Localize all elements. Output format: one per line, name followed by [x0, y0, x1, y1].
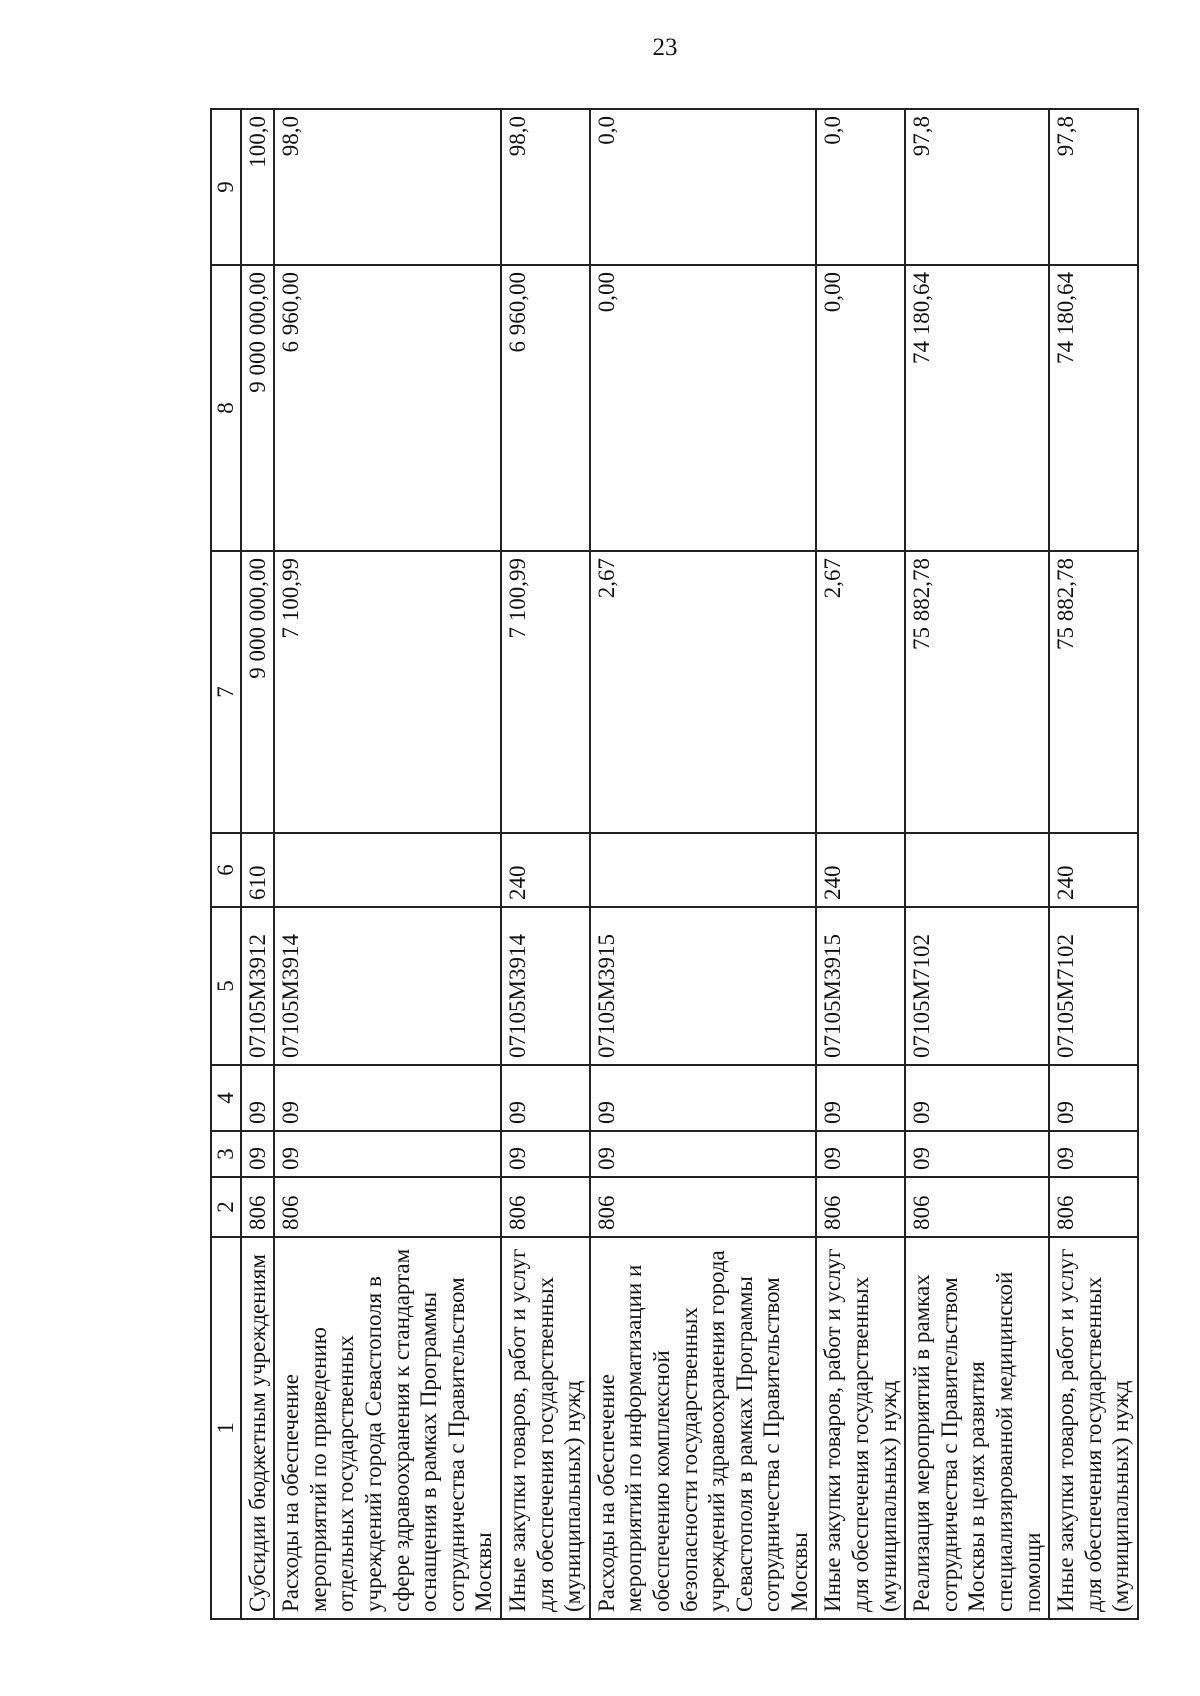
- cell-expense-type: 240: [1049, 833, 1138, 907]
- column-header: 2: [211, 1177, 241, 1237]
- cell-expense-type: [590, 833, 817, 907]
- table-header-row: [211, 109, 241, 1619]
- cell-target-article: 07105М3914: [274, 907, 501, 1065]
- column-header: 3: [211, 1131, 241, 1177]
- cell-code: 806: [905, 1177, 1049, 1237]
- cell-executed: 6 960,00: [274, 265, 501, 551]
- column-header: 1: [211, 1237, 241, 1619]
- cell-expense-type: 240: [816, 833, 905, 907]
- column-header: 5: [211, 907, 241, 1065]
- row-name: Расходы на обеспечение мероприятий по информатизации и обеспечению комплексной безопасности государственных учреждений здравоохранения города Севастополя в рамках Программы сотрудничества с Правительством Москвы: [590, 1237, 817, 1619]
- cell-subsection: 09: [501, 1065, 590, 1131]
- cell-target-article: 07105М7102: [1049, 907, 1138, 1065]
- cell-planned: 2,67: [590, 551, 817, 833]
- cell-target-article: 07105М3914: [501, 907, 590, 1065]
- cell-subsection: 09: [241, 1065, 275, 1131]
- budget-table: [210, 108, 1139, 1620]
- cell-section: 09: [1049, 1131, 1138, 1177]
- cell-executed: 0,00: [590, 265, 817, 551]
- cell-expense-type: [905, 833, 1049, 907]
- cell-expense-type: [274, 833, 501, 907]
- cell-section: 09: [241, 1131, 275, 1177]
- table-row: [241, 109, 275, 1619]
- cell-target-article: 07105М3915: [590, 907, 817, 1065]
- cell-section: 09: [274, 1131, 501, 1177]
- table-row: [816, 109, 905, 1619]
- column-header: 4: [211, 1065, 241, 1131]
- cell-expense-type: 610: [241, 833, 275, 907]
- cell-percent: 0,0: [590, 109, 817, 265]
- page-number: 23: [652, 34, 678, 61]
- cell-subsection: 09: [905, 1065, 1049, 1131]
- column-header: 7: [211, 551, 241, 833]
- cell-subsection: 09: [590, 1065, 817, 1131]
- cell-percent: 98,0: [274, 109, 501, 265]
- table-row: [274, 109, 501, 1619]
- cell-section: 09: [816, 1131, 905, 1177]
- row-name: Иные закупки товаров, работ и услуг для обеспечения государственных (муниципальных) нужд: [1049, 1237, 1138, 1619]
- cell-code: 806: [816, 1177, 905, 1237]
- column-header: 6: [211, 833, 241, 907]
- row-name: Субсидии бюджетным учреждениям: [241, 1237, 275, 1619]
- cell-planned: 75 882,78: [905, 551, 1049, 833]
- cell-subsection: 09: [816, 1065, 905, 1131]
- cell-planned: 7 100,99: [501, 551, 590, 833]
- cell-section: 09: [590, 1131, 817, 1177]
- table-row: [905, 109, 1049, 1619]
- cell-subsection: 09: [1049, 1065, 1138, 1131]
- cell-planned: 9 000 000,00: [241, 551, 275, 833]
- row-name: Иные закупки товаров, работ и услуг для обеспечения государственных (муниципальных) нужд: [816, 1237, 905, 1619]
- cell-percent: 98,0: [501, 109, 590, 265]
- table-row: [501, 109, 590, 1619]
- cell-code: 806: [1049, 1177, 1138, 1237]
- cell-code: 806: [241, 1177, 275, 1237]
- table-row: [590, 109, 817, 1619]
- column-header: 8: [211, 265, 241, 551]
- cell-executed: 9 000 000,00: [241, 265, 275, 551]
- rotated-table-container: [210, 110, 1134, 1620]
- cell-executed: 74 180,64: [905, 265, 1049, 551]
- cell-percent: 97,8: [1049, 109, 1138, 265]
- table-row: [1049, 109, 1138, 1619]
- cell-target-article: 07105М3915: [816, 907, 905, 1065]
- cell-planned: 75 882,78: [1049, 551, 1138, 833]
- cell-target-article: 07105М3912: [241, 907, 275, 1065]
- cell-percent: 100,0: [241, 109, 275, 265]
- cell-section: 09: [501, 1131, 590, 1177]
- cell-section: 09: [905, 1131, 1049, 1177]
- cell-subsection: 09: [274, 1065, 501, 1131]
- column-header: 9: [211, 109, 241, 265]
- cell-executed: 0,00: [816, 265, 905, 551]
- cell-planned: 2,67: [816, 551, 905, 833]
- cell-code: 806: [590, 1177, 817, 1237]
- cell-expense-type: 240: [501, 833, 590, 907]
- cell-executed: 6 960,00: [501, 265, 590, 551]
- cell-planned: 7 100,99: [274, 551, 501, 833]
- row-name: Реализация мероприятий в рамках сотрудничества с Правительством Москвы в целях развития специализированной медицинской помощи: [905, 1237, 1049, 1619]
- row-name: Расходы на обеспечение мероприятий по приведению отдельных государственных учреждений города Севастополя в сфере здравоохранения к стандартам оснащения в рамках Программы сотрудничества с Правительством Москвы: [274, 1237, 501, 1619]
- cell-target-article: 07105М7102: [905, 907, 1049, 1065]
- cell-percent: 97,8: [905, 109, 1049, 265]
- cell-code: 806: [274, 1177, 501, 1237]
- row-name: Иные закупки товаров, работ и услуг для обеспечения государственных (муниципальных) нужд: [501, 1237, 590, 1619]
- cell-percent: 0,0: [816, 109, 905, 265]
- cell-code: 806: [501, 1177, 590, 1237]
- cell-executed: 74 180,64: [1049, 265, 1138, 551]
